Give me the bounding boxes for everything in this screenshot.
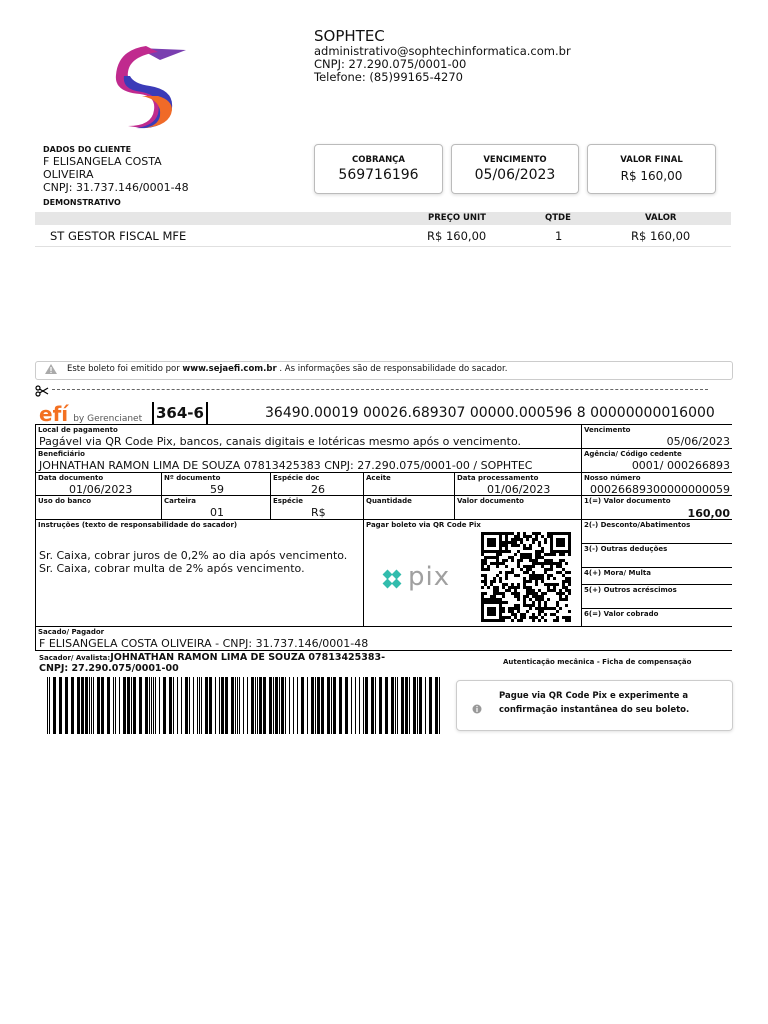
notice-bar: [35, 361, 733, 380]
item-valor: R$ 160,00: [631, 229, 691, 243]
efi-logo-sub: by Gerencianet: [73, 414, 143, 424]
sacado-label: Sacado/ Pagador: [38, 628, 105, 636]
notice-prefix: Este boleto foi emitido por: [67, 364, 180, 374]
deducoes-label: 3(-) Outras deduções: [584, 545, 668, 553]
digitable-line: 36490.00019 00026.689307 00000.000596 8 00000000016000: [265, 405, 715, 421]
cobranca-label: COBRANÇA: [352, 155, 405, 165]
boleto-grid: [35, 424, 732, 654]
avalista-value2: CNPJ: 27.290.075/0001-00: [39, 663, 179, 674]
especie-doc-label: Espécie doc: [273, 474, 320, 482]
item-preco: R$ 160,00: [427, 229, 487, 243]
valor-doc-small-label: Valor documento: [457, 497, 524, 505]
especie-label: Espécie: [273, 497, 304, 505]
num-doc-value: 59: [210, 483, 224, 496]
num-doc-label: Nº documento: [164, 474, 221, 482]
company-logo: [98, 30, 193, 130]
pix-info-line2: confirmação instantânea do seu boleto.: [499, 705, 690, 715]
pix-logo-text: pix: [408, 562, 451, 592]
notice-site-link[interactable]: www.sejaefi.com.br: [182, 364, 277, 374]
client-label: DADOS DO CLIENTE: [43, 145, 132, 154]
valor-final-label: VALOR FINAL: [620, 155, 683, 165]
venc-value: 05/06/2023: [666, 435, 730, 448]
bank-header-row: [35, 402, 732, 424]
cut-line: [52, 389, 708, 390]
agencia-label: Agência/ Código cedente: [584, 450, 682, 458]
aceite-label: Aceite: [366, 474, 391, 482]
local-value: Pagável via QR Code Pix, bancos, canais digitais e lotéricas mesmo após o vencimento.: [39, 435, 521, 448]
efi-logo-text: efí: [39, 402, 69, 426]
pix-logo-icon: [378, 565, 406, 597]
especie-value: R$: [311, 506, 326, 519]
instr-line1: Sr. Caixa, cobrar juros de 0,2% ao dia após vencimento.: [39, 549, 348, 562]
items-table-header: [35, 212, 731, 225]
pix-info-line1: Pague via QR Code Pix e experimente a: [499, 691, 689, 701]
carteira-value: 01: [210, 506, 224, 519]
company-phone: Telefone: (85)99165-4270: [314, 70, 464, 84]
info-icon: [472, 699, 482, 718]
vencimento-box: [451, 144, 579, 194]
data-doc-value: 01/06/2023: [69, 483, 133, 496]
item-qtde: 1: [555, 229, 563, 243]
valor-doc-value: 160,00: [687, 507, 730, 520]
notice-suffix: . As informações são de responsabilidade do sacador.: [279, 364, 508, 374]
header-preco: PREÇO UNIT: [428, 213, 486, 223]
company-email: administrativo@sophtechinformatica.com.br: [314, 44, 571, 58]
local-label: Local de pagamento: [38, 426, 118, 434]
autenticacao-label: Autenticação mecânica - Ficha de compensação: [503, 658, 692, 666]
nosso-label: Nosso número: [584, 474, 641, 482]
header-qtde: QTDE: [545, 213, 571, 223]
mora-label: 4(+) Mora/ Multa: [584, 569, 651, 577]
pix-qr-code[interactable]: [481, 532, 571, 626]
desconto-label: 2(-) Desconto/Abatimentos: [584, 521, 691, 529]
benef-value: JOHNATHAN RAMON LIMA DE SOUZA 07813425383 CNPJ: 27.290.075/0001-00 / SOPHTEC: [39, 459, 533, 472]
warning-icon: [44, 363, 58, 378]
cobranca-value: 569716196: [338, 167, 419, 183]
header-valor: VALOR: [645, 213, 677, 223]
pix-info-box: [456, 680, 733, 731]
benef-label: Beneficiário: [38, 450, 85, 458]
quantidade-label: Quantidade: [366, 497, 412, 505]
avalista-value1: JOHNATHAN RAMON LIMA DE SOUZA 07813425383-: [110, 652, 386, 663]
acrescimos-label: 5(+) Outros acréscimos: [584, 586, 677, 594]
company-name: SOPHTEC: [314, 27, 385, 45]
table-row: [35, 226, 731, 247]
client-name-line1: F ELISANGELA COSTA: [43, 155, 162, 168]
avalista-label: Sacador/ Avalista:: [39, 654, 111, 662]
vencimento-value: 05/06/2023: [474, 167, 556, 183]
data-proc-label: Data processamento: [457, 474, 539, 482]
instr-label: Instruções (texto de responsabilidade do sacador): [38, 521, 238, 529]
vencimento-label: VENCIMENTO: [483, 155, 547, 165]
valor-final-value: R$ 160,00: [620, 169, 683, 183]
company-cnpj: CNPJ: 27.290.075/0001-00: [314, 57, 467, 71]
instr-line2: Sr. Caixa, cobrar multa de 2% após vencimento.: [39, 562, 305, 575]
pix-label: Pagar boleto via QR Code Pix: [366, 521, 481, 529]
valor-doc-label: 1(=) Valor documento: [584, 497, 671, 505]
client-cnpj: CNPJ: 31.737.146/0001-48: [43, 181, 189, 194]
cobranca-box: [314, 144, 443, 194]
demonstrativo-label: DEMONSTRATIVO: [43, 198, 121, 207]
client-name-line2: OLIVEIRA: [43, 168, 94, 181]
cobrado-label: 6(=) Valor cobrado: [584, 610, 659, 618]
sacado-value: F ELISANGELA COSTA OLIVEIRA - CNPJ: 31.737.146/0001-48: [39, 637, 369, 650]
valor-final-box: [587, 144, 716, 194]
uso-banco-label: Uso do banco: [38, 497, 92, 505]
bank-code: 364-6: [156, 404, 204, 422]
nosso-value: 00026689300000000059: [590, 483, 730, 496]
agencia-value: 0001/ 000266893: [631, 459, 730, 472]
data-proc-value: 01/06/2023: [487, 483, 551, 496]
especie-doc-value: 26: [311, 483, 325, 496]
scissors-icon: [35, 382, 49, 401]
data-doc-label: Data documento: [38, 474, 104, 482]
venc-label: Vencimento: [584, 426, 631, 434]
item-desc: ST GESTOR FISCAL MFE: [50, 229, 187, 243]
carteira-label: Carteira: [164, 497, 196, 505]
efi-logo: [39, 402, 142, 426]
